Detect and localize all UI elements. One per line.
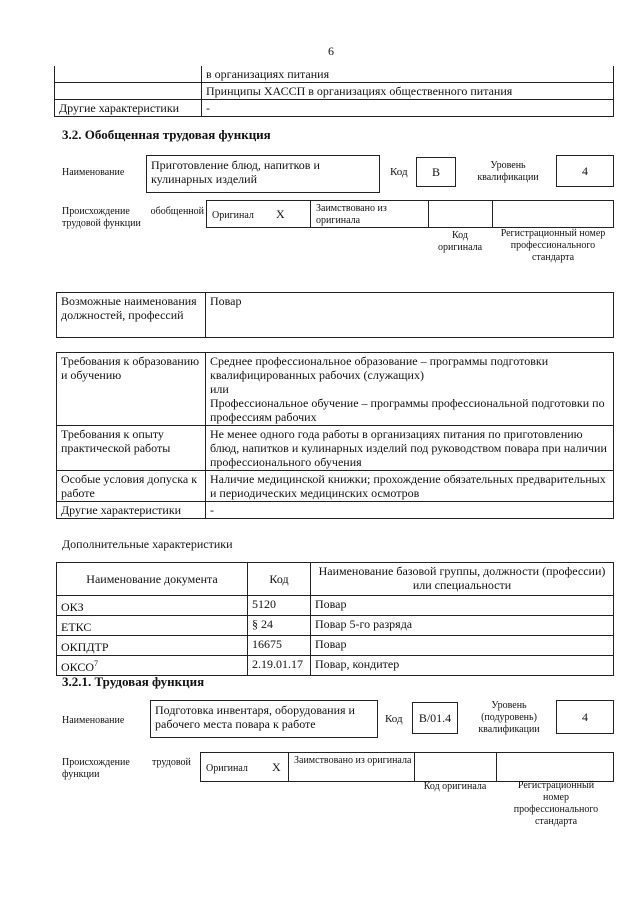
borrowed-label: Заимствовано из оригинала [316,203,387,226]
table-cell: Повар, кондитер [311,656,614,676]
table-header-row [57,563,614,596]
original-mark: X [272,760,281,774]
reg-number-label: Регистрационный номер профессионального стандарта [500,228,606,263]
level-value: 4 [582,710,588,724]
top-continuation-table [54,66,614,117]
name-value-box [146,155,380,193]
additional-heading: Дополнительные характеристики [62,537,233,551]
level-label: Уровень квалификации [477,160,539,183]
table-cell: - [202,100,614,117]
section-heading: 3.2.1. Трудовая функция [62,674,205,689]
table-cell [55,83,202,100]
section-heading: 3.2. Обобщенная трудовая функция [62,127,271,142]
origin-code-label: Код оригинала [423,781,487,792]
table-cell: Другие характеристики [55,100,202,117]
positions-table [56,292,614,338]
table-row [57,596,614,616]
page-number: 6 [328,44,334,58]
reg-number-label: Регистрационный номер профессионального стандарта [513,780,599,827]
table-row [55,83,614,100]
table-cell: Повар [311,596,614,616]
table-row [57,471,614,502]
table-row [57,293,614,338]
table-row [57,426,614,471]
origin-label: Происхождение [62,757,130,768]
table-cell: Требования к образованию и обучению [57,353,206,426]
divider [428,200,429,228]
table-cell: в организациях питания [202,66,614,83]
name-label: Наименование [62,715,125,726]
level-value-box [556,155,614,187]
table-cell: § 24 [248,616,311,636]
divider [492,200,493,228]
original-label: Оригинал [212,210,254,221]
table-row [57,616,614,636]
table-cell: Другие характеристики [57,502,206,519]
origin-label: трудовой [152,757,191,768]
table-cell: ОКПДТР [57,636,248,656]
name-value: Подготовка инвентаря, оборудования и рабочего места повара к работе [155,703,355,731]
table-cell: ЕТКС [57,616,248,636]
level-value: 4 [582,164,588,178]
divider [496,752,497,782]
table-row [57,656,614,676]
code-label: Код [385,713,403,725]
level-value-box [556,700,614,734]
code-value: В/01.4 [418,711,452,725]
table-cell: Принципы ХАССП в организациях общественного питания [202,83,614,100]
table-row [57,636,614,656]
divider [414,752,415,782]
table-cell: Возможные наименования должностей, профессий [57,293,206,338]
original-mark: X [276,207,285,221]
column-header: Наименование документа [57,563,248,596]
table-cell: Не менее одного года работы в организациях питания по приготовлению блюд, напитков и кулинарных изделий под руководством повара при наличии профессионального обучения [206,426,614,471]
level-label: Уровень (подуровень) квалификации [478,700,540,735]
table-row [57,353,614,426]
additional-table [56,562,614,676]
code-value-box [412,702,458,734]
table-row [55,66,614,83]
column-header: Код [248,563,311,596]
table-cell: - [206,502,614,519]
code-label: Код [390,166,408,178]
table-cell: Особые условия допуска к работе [57,471,206,502]
table-cell: Повар 5-го разряда [311,616,614,636]
table-cell: 5120 [248,596,311,616]
code-value: В [431,165,440,179]
original-label: Оригинал [206,763,248,774]
table-cell: Повар [206,293,614,338]
table-cell: ОКСО$^7$ [57,656,248,676]
table-cell: Наличие медицинской книжки; прохождение обязательных предварительных и периодических медицинских осмотров [206,471,614,502]
table-row [57,502,614,519]
table-cell: Повар [311,636,614,656]
divider [288,752,289,782]
origin-code-label: Код оригинала [437,230,483,253]
requirements-table [56,352,614,519]
column-header: Наименование базовой группы, должности (профессии) или специальности [311,563,614,596]
origin-label: функции [62,769,100,780]
origin-label: Происхождение обобщенной трудовой функции [62,206,204,229]
divider [310,200,311,228]
name-value: Приготовление блюд, напитков и кулинарных изделий [151,158,320,186]
borrowed-label: Заимствовано из оригинала [294,755,412,766]
table-cell: 16675 [248,636,311,656]
name-value-box [150,700,378,738]
table-cell [55,66,202,83]
table-cell: Требования к опыту практической работы [57,426,206,471]
table-cell: 2.19.01.17 [248,656,311,676]
table-row [55,100,614,117]
table-cell: ОКЗ [57,596,248,616]
table-cell: Среднее профессиональное образование – программы подготовки квалифицированных рабочих (служащих) или Профессиональное обучение – программы профессиональной подготовки по профессиям рабочих [206,353,614,426]
name-label: Наименование [62,167,125,178]
code-value-box [416,157,456,187]
